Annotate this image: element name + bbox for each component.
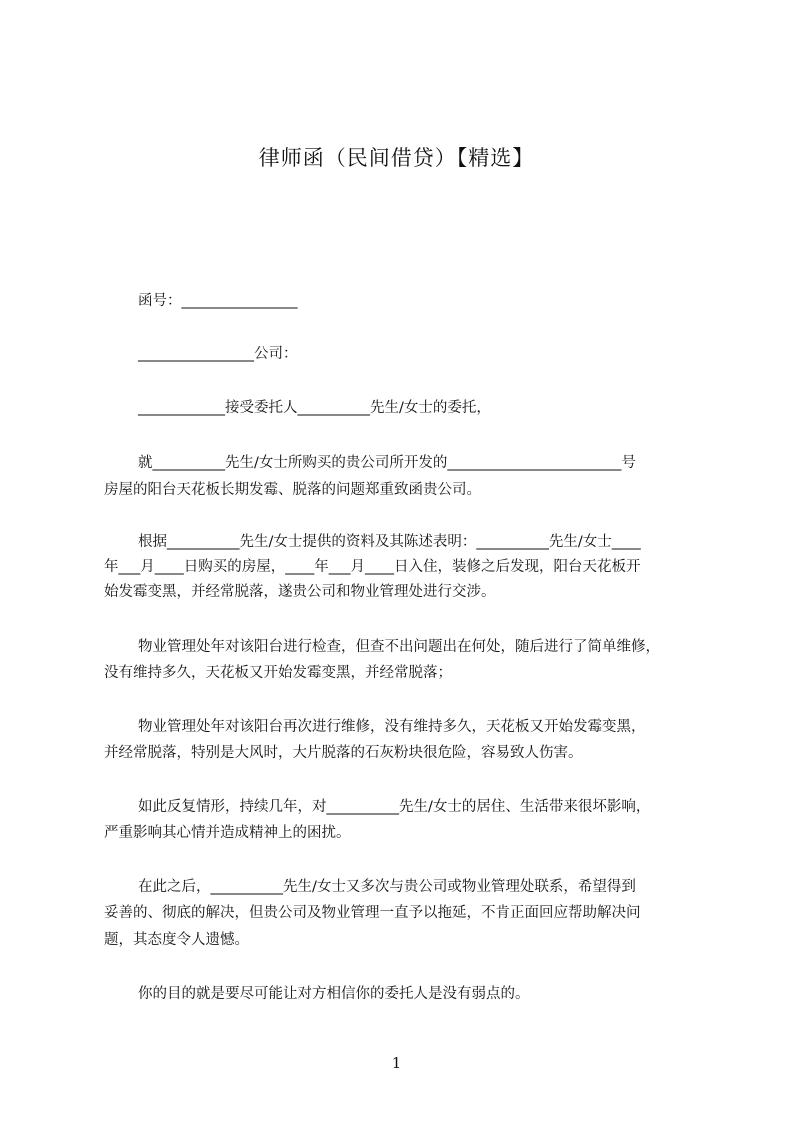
paragraph-6-line-2: 妥善的、彻底的解决，但贵公司及物业管理一直予以拖延，不肯正面回应帮助解决问	[104, 905, 641, 921]
paragraph-2-line-1: 根据__________先生/女士提供的资料及其陈述表明：__________先生/女士____	[138, 534, 641, 550]
paragraph-2-line-2: 年___月____日购买的房屋，____年___月____日入住，装修之后发现，阳台天花板开	[104, 559, 641, 575]
entrustment-line: ____________接受委托人__________先生/女士的委托，	[138, 400, 491, 416]
paragraph-4-line-1: 物业管理处年对该阳台再次进行维修，没有维持多久，天花板又开始发霉变黑，	[138, 719, 646, 735]
page-number: 1	[391, 1054, 402, 1072]
paragraph-6-line-1: 在此之后，__________先生/女士又多次与贵公司或物业管理处联系，希望得到	[138, 879, 636, 895]
paragraph-1-line-1: 就__________先生/女士所购买的贵公司所开发的________________________号	[138, 455, 636, 471]
letter-number-line: 函号：________________	[138, 293, 298, 309]
paragraph-3-line-1: 物业管理处年对该阳台进行检查，但查不出问题出在何处，随后进行了简单维修，	[138, 639, 660, 655]
paragraph-3-line-2: 没有维持多久，天花板又开始发霉变黑，并经常脱落；	[104, 665, 452, 681]
paragraph-1-line-2: 房屋的阳台天花板长期发霉、脱落的问题郑重致函贵公司。	[104, 482, 481, 498]
paragraph-5-line-2: 严重影响其心情并造成精神上的困扰。	[104, 825, 351, 841]
recipient-company-line: ________________公司：	[138, 346, 298, 362]
document-title: 律师函（民间借贷）【精选】	[258, 146, 535, 170]
paragraph-4-line-2: 并经常脱落，特别是大风时，大片脱落的石灰粉块很危险，容易致人伤害。	[104, 745, 583, 761]
paragraph-7-line-1: 你的目的就是要尽可能让对方相信你的委托人是没有弱点的。	[138, 986, 530, 1002]
paragraph-6-line-3: 题，其态度令人遗憾。	[104, 932, 249, 948]
paragraph-2-line-3: 始发霉变黑，并经常脱落，遂贵公司和物业管理处进行交涉。	[104, 584, 496, 600]
paragraph-5-line-1: 如此反复情形，持续几年，对__________先生/女士的居住、生活带来很坏影响，	[138, 799, 651, 815]
